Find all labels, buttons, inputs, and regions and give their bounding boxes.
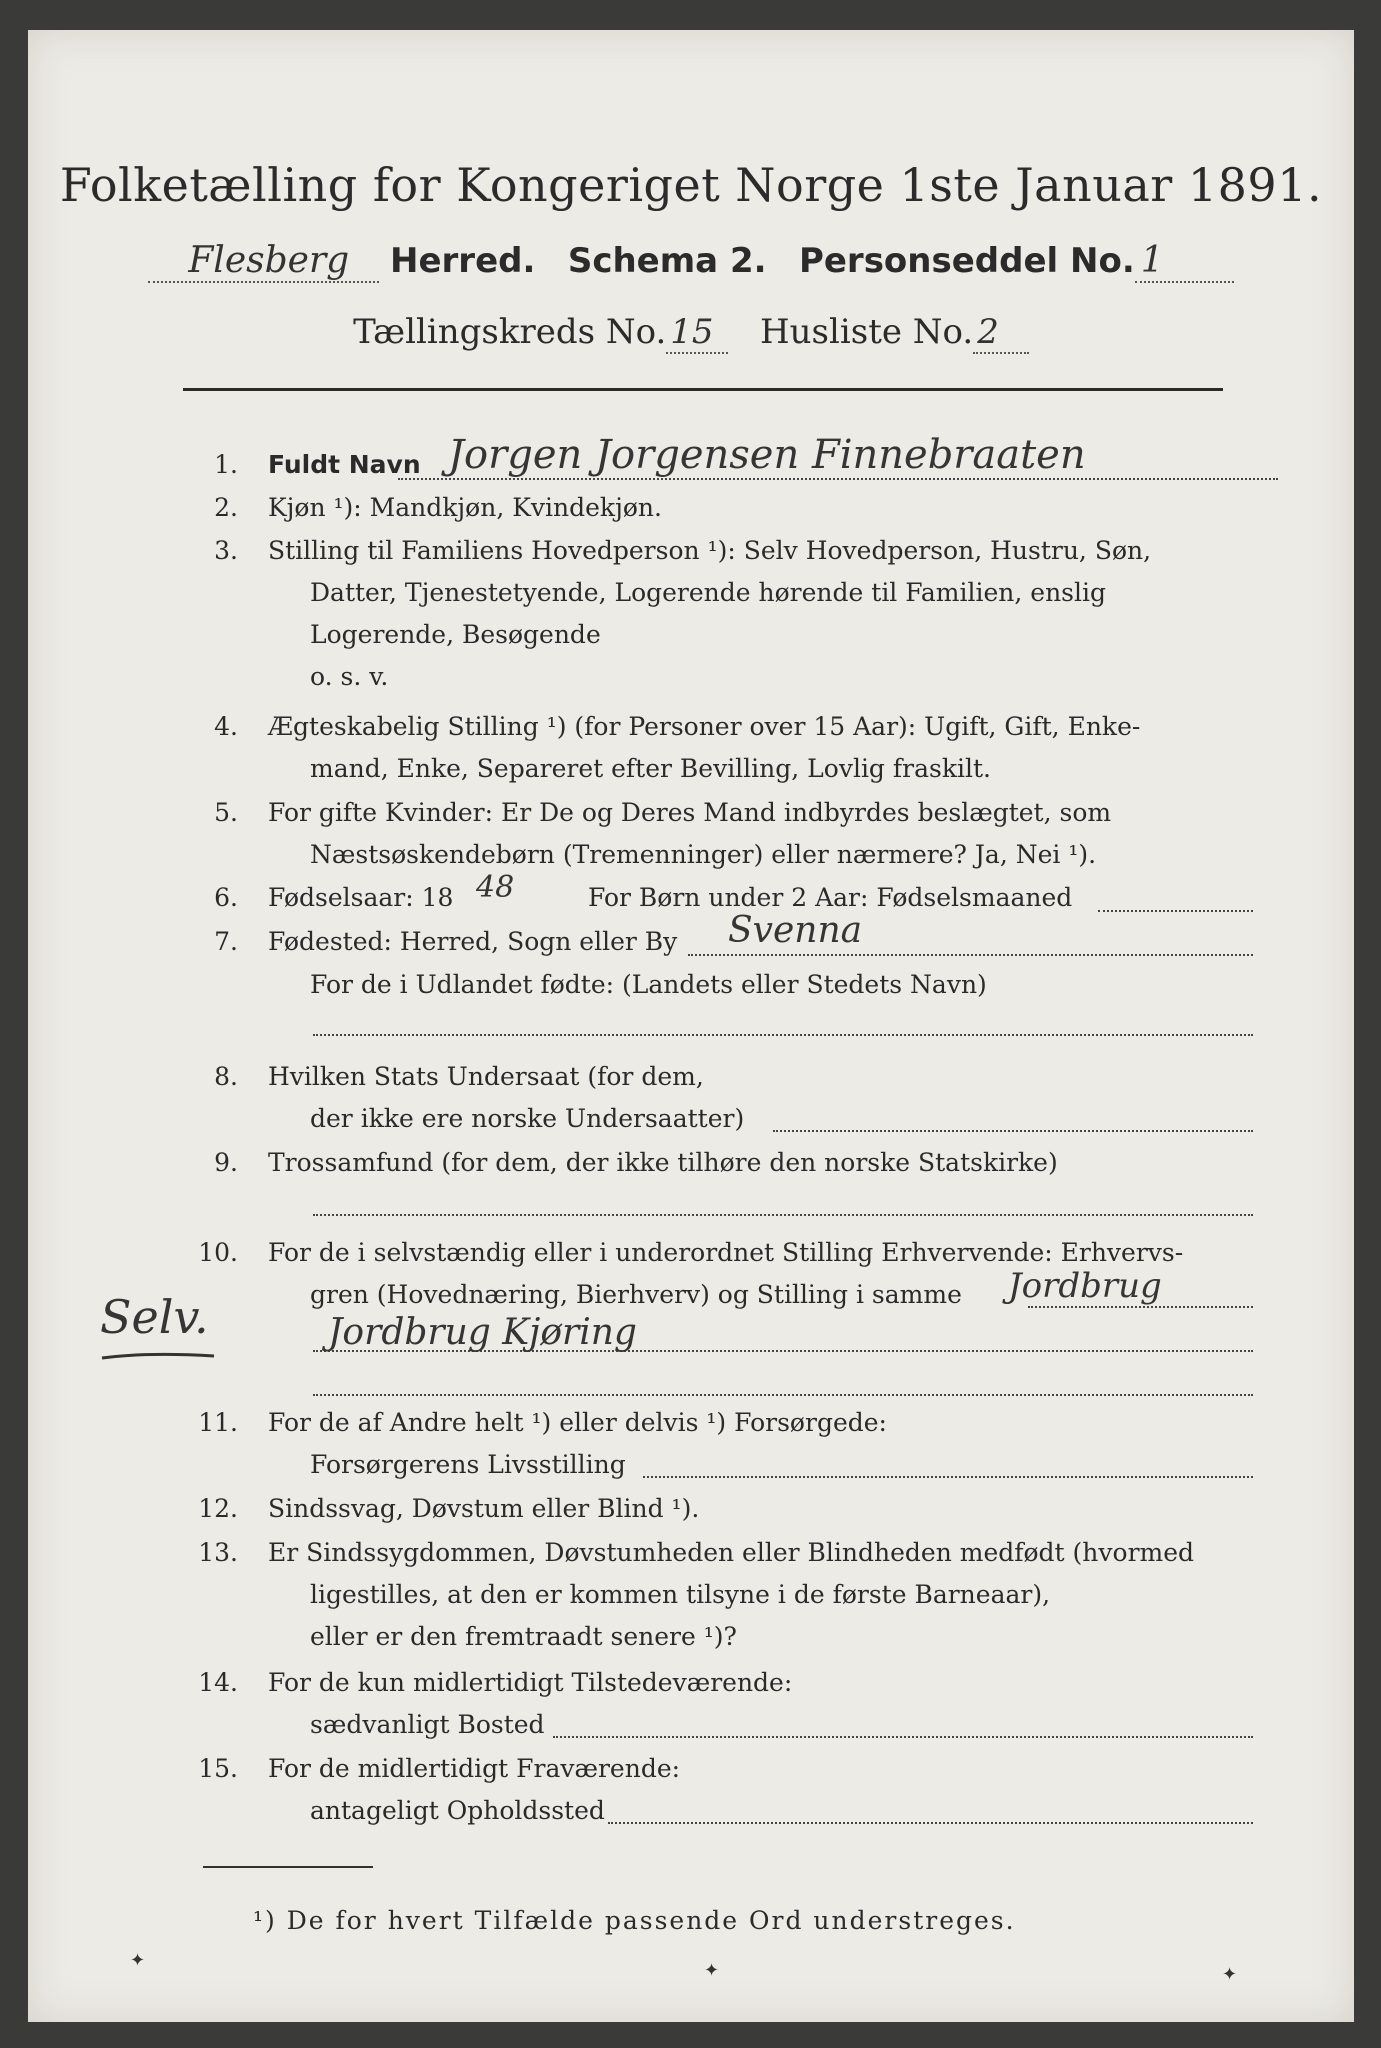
personseddel-value: 1: [1135, 240, 1234, 283]
item-4-line-1: Ægteskabelig Stilling ¹) (for Personer over 15 Aar): Ugift, Gift, Enke-: [268, 712, 1141, 741]
header-rule: [183, 388, 1223, 391]
item-14-line-1: For de kun midlertidigt Tilstedeværende:: [268, 1668, 793, 1697]
item-14-line-2: sædvanligt Bosted: [310, 1710, 545, 1739]
item-number: 4.: [214, 712, 238, 741]
personseddel-label: Personseddel No.: [798, 241, 1135, 281]
item-10-line-2: gren (Hovednæring, Bierhverv) og Stilling i samme: [310, 1280, 962, 1309]
footnote: ¹) De for hvert Tilfælde passende Ord understreges.: [253, 1906, 1016, 1935]
item-13-line-3: eller er den fremtraadt senere ¹)?: [310, 1622, 737, 1651]
item-9-answer-line: [313, 1214, 1253, 1216]
item-number: 6.: [214, 883, 238, 912]
item-7-line-2: For de i Udlandet fødte: (Landets eller Stedets Navn): [310, 970, 987, 999]
punch-mark-icon: ✦: [130, 1950, 146, 1971]
kreds-value: 15: [666, 312, 727, 354]
item-5-line-1: For gifte Kvinder: Er De og Deres Mand indbyrdes beslægtet, som: [268, 798, 1112, 827]
header-line-herred: [28, 240, 1354, 283]
schema-label: Schema 2.: [567, 241, 767, 281]
item-4-line-2: mand, Enke, Separeret efter Bevilling, Lovlig fraskilt.: [310, 754, 991, 783]
item-10-line-1: For de i selvstændig eller i underordnet Stilling Erhvervende: Erhvervs-: [268, 1238, 1184, 1267]
item-5-line-2: Næstsøskendebørn (Tremenninger) eller nærmere? Ja, Nei ¹).: [310, 840, 1097, 869]
item-6-label: Fødselsaar: 18: [268, 883, 454, 912]
item-3-line-2: Datter, Tjenestetyende, Logerende hørende til Familien, enslig: [310, 578, 1107, 607]
item-8-answer-line: [773, 1130, 1253, 1132]
husliste-value: 2: [973, 312, 1029, 354]
item-14-answer-line: [553, 1736, 1253, 1738]
item-10-answer-line-1: [1028, 1306, 1253, 1308]
item-10-answer-2: Jordbrug: [1008, 1266, 1162, 1306]
form-title: Folketælling for Kongeriget Norge 1ste Januar 1891.: [59, 158, 1323, 212]
item-13-line-2: ligestilles, at den er kommen tilsyne i de første Barneaar),: [310, 1580, 1051, 1609]
item-10-answer-line-3: [313, 1394, 1253, 1396]
item-9-text: Trossamfund (for dem, der ikke tilhøre den norske Statskirke): [268, 1148, 1058, 1177]
item-8-line-2: der ikke ere norske Undersaatter): [310, 1104, 745, 1133]
item-number: 1.: [214, 450, 238, 479]
kreds-label: Tællingskreds No.: [353, 312, 667, 352]
item-15-answer-line: [608, 1822, 1253, 1824]
item-15-line-2: antageligt Opholdssted: [310, 1796, 605, 1825]
herred-value: Flesberg: [148, 240, 379, 283]
item-6-label-2: For Børn under 2 Aar: Fødselsmaaned: [588, 883, 1073, 912]
item-3-line-3: Logerende, Besøgende: [310, 620, 601, 649]
item-11-line-1: For de af Andre helt ¹) eller delvis ¹) Forsørgede:: [268, 1408, 887, 1437]
item-number: 3.: [214, 536, 238, 565]
item-12-text: Sindssvag, Døvstum eller Blind ¹).: [268, 1494, 700, 1523]
item-1-answer-line: [398, 478, 1278, 480]
item-3-line-4: o. s. v.: [310, 662, 389, 691]
husliste-label: Husliste No.: [760, 312, 974, 352]
item-10-answer: Jordbrug Kjøring: [328, 1312, 637, 1353]
item-6-answer-line: [1098, 910, 1253, 912]
item-2-text: Kjøn ¹): Mandkjøn, Kvindekjøn.: [268, 493, 662, 522]
margin-underline-icon: [98, 1348, 218, 1366]
item-number: 15.: [198, 1754, 238, 1783]
item-number: 11.: [198, 1408, 238, 1437]
punch-mark-icon: ✦: [704, 1960, 720, 1981]
footnote-rule: [203, 1866, 373, 1868]
item-number: 14.: [198, 1668, 238, 1697]
item-number: 2.: [214, 493, 238, 522]
item-number: 12.: [198, 1494, 238, 1523]
item-7-answer-line: [688, 954, 1253, 956]
item-13-line-1: Er Sindssygdommen, Døvstumheden eller Blindheden medfødt (hvormed: [268, 1538, 1195, 1567]
item-11-line-2: Forsørgerens Livsstilling: [310, 1450, 626, 1479]
census-form-page: [28, 30, 1354, 2022]
item-3-line-1: Stilling til Familiens Hovedperson ¹): Selv Hovedperson, Hustru, Søn,: [268, 536, 1152, 565]
item-number: 13.: [198, 1538, 238, 1567]
item-number: 8.: [214, 1062, 238, 1091]
herred-label: Herred.: [390, 241, 536, 281]
item-8-line-1: Hvilken Stats Undersaat (for dem,: [268, 1062, 704, 1091]
item-number: 5.: [214, 798, 238, 827]
item-7-answer: Svenna: [728, 910, 863, 951]
item-1-answer: Jorgen Jorgensen Finnebraaten: [448, 432, 1086, 478]
item-number: 7.: [214, 927, 238, 956]
item-number: 9.: [214, 1148, 238, 1177]
margin-note: Selv.: [100, 1290, 209, 1344]
item-7-extra-line: [313, 1034, 1253, 1036]
item-15-line-1: For de midlertidigt Fraværende:: [268, 1754, 681, 1783]
item-11-answer-line: [643, 1476, 1253, 1478]
punch-mark-icon: ✦: [1222, 1964, 1238, 1985]
header-line-kreds: [28, 312, 1354, 354]
item-1-label: Fuldt Navn: [268, 450, 421, 479]
item-7-line-1: Fødested: Herred, Sogn eller By: [268, 927, 678, 956]
item-number: 10.: [198, 1238, 238, 1267]
item-6-answer: 48: [476, 870, 515, 905]
